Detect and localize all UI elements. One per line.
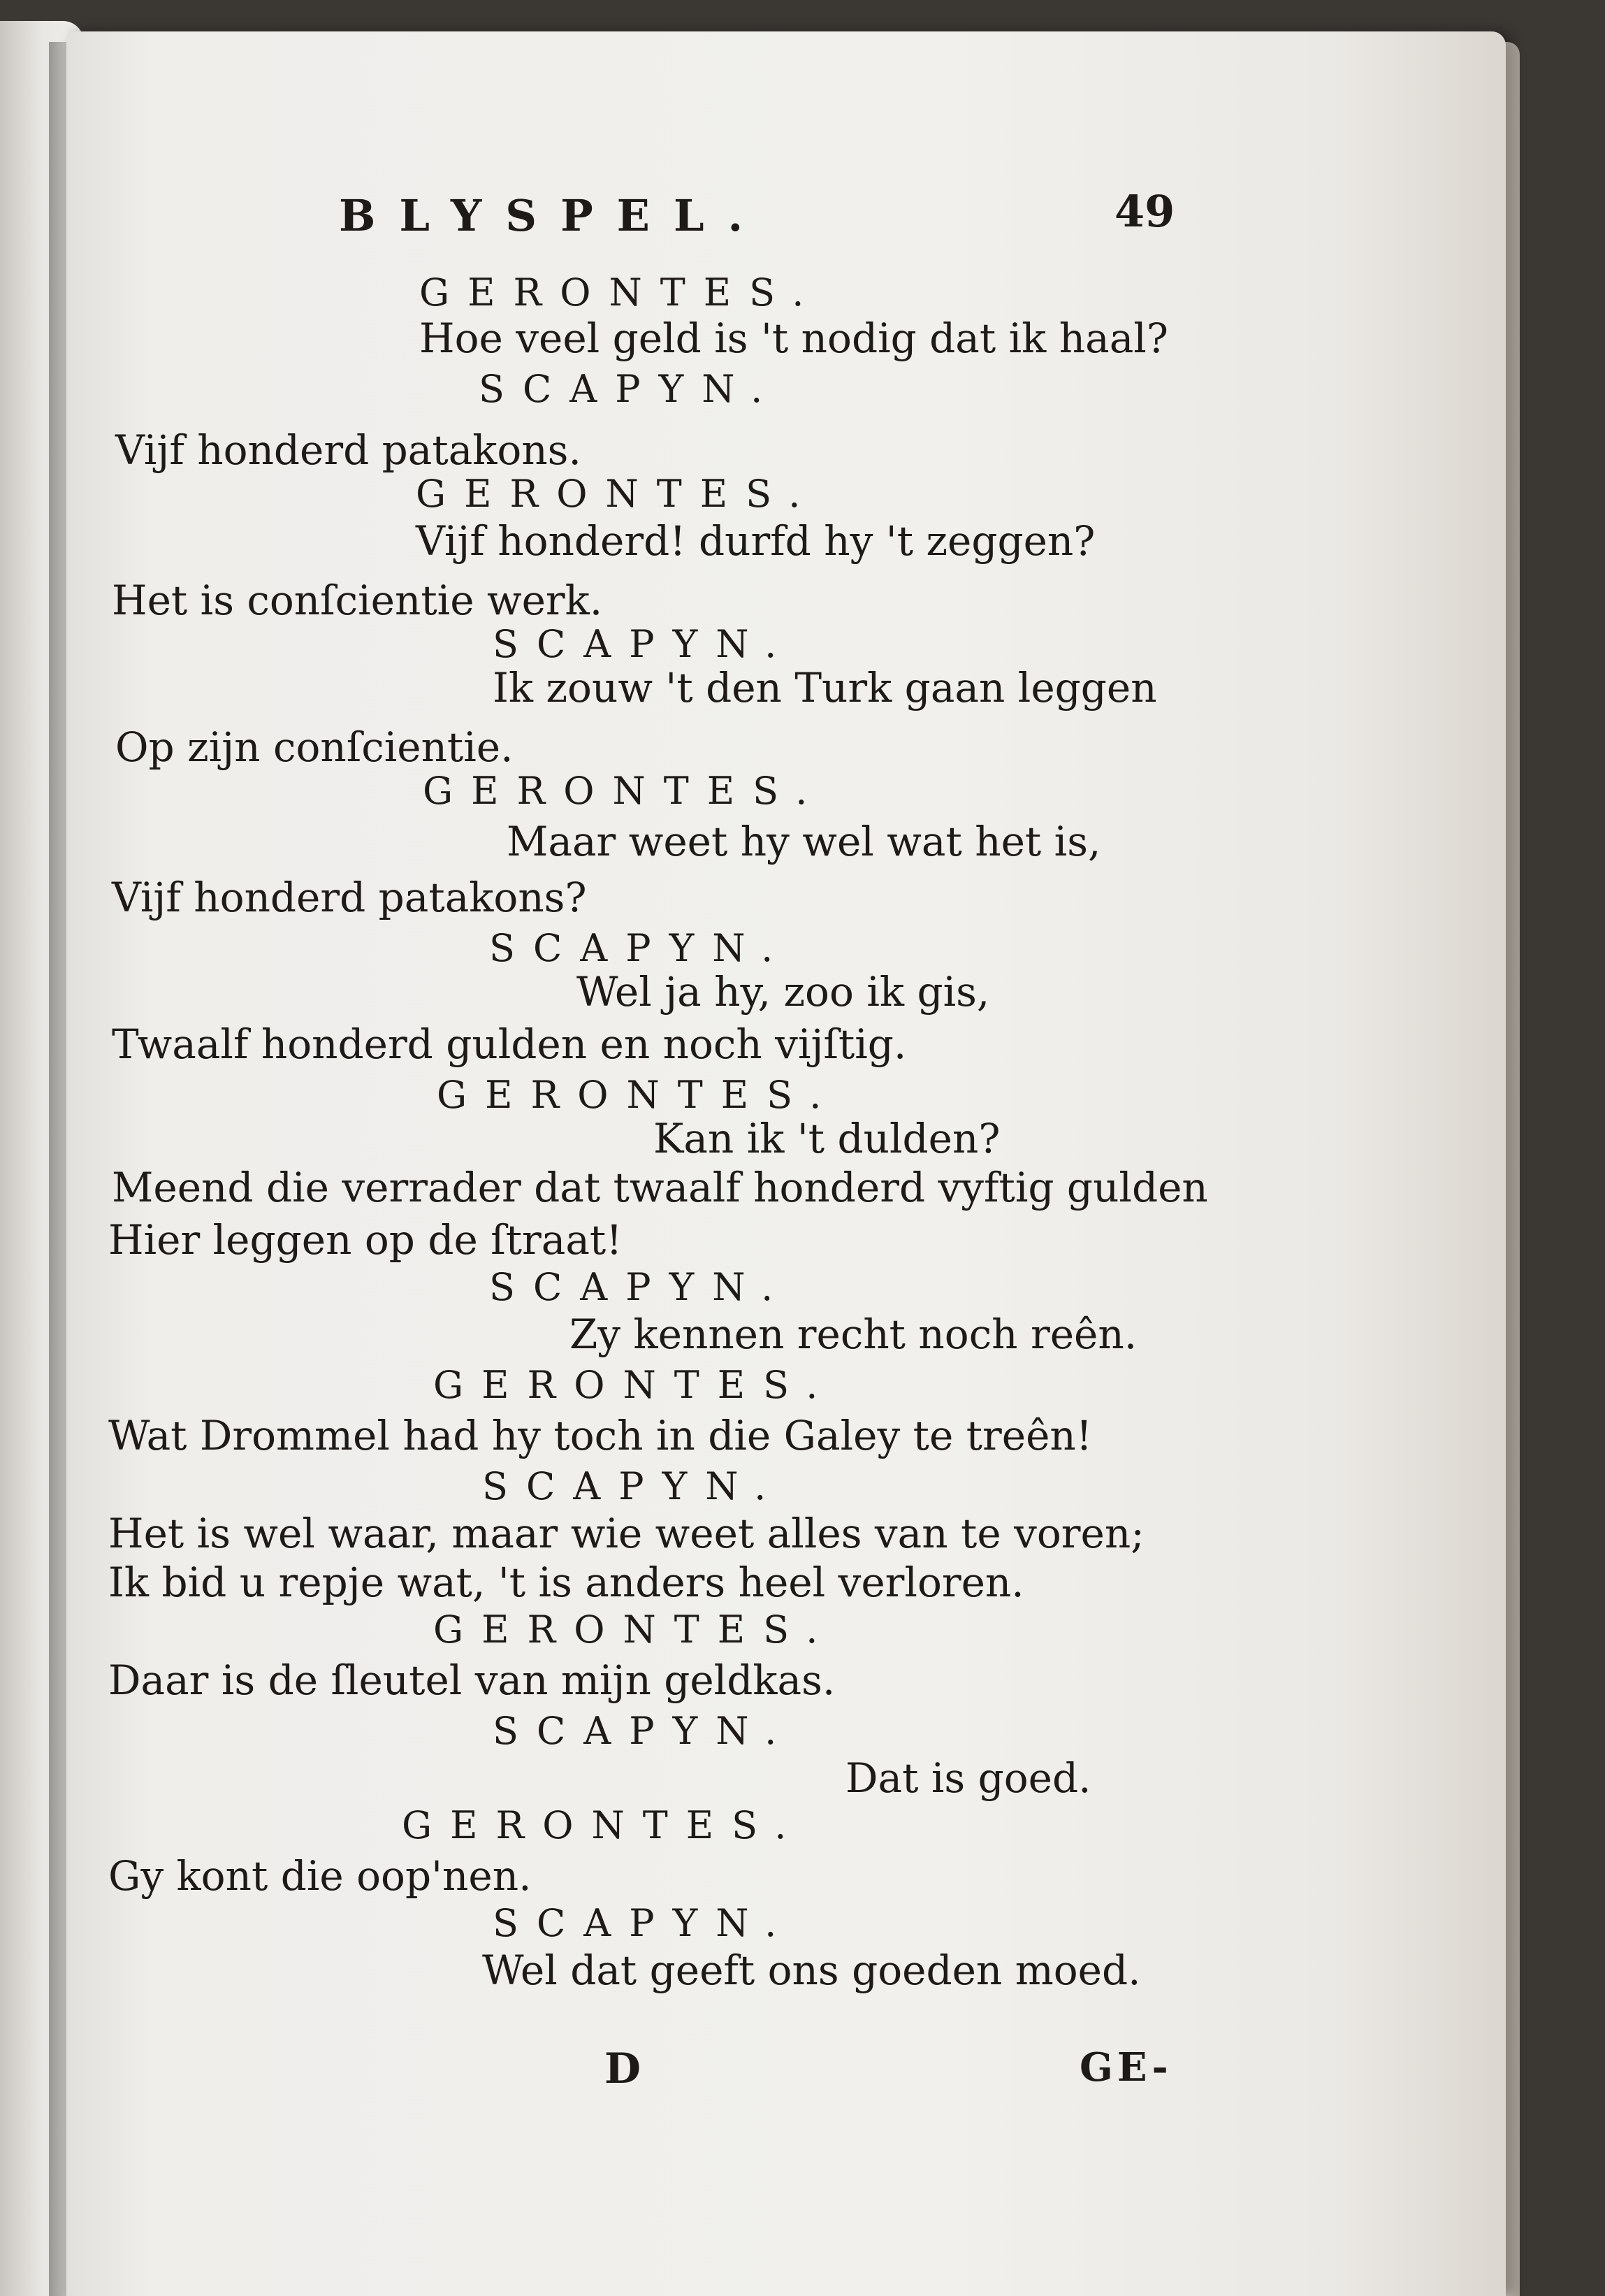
page-number: 49 [1114,186,1175,237]
speaker-heading: GERONTES. [419,270,822,315]
verse-line: Ik zouw 't den Turk gaan leggen [493,664,1157,712]
speaker-heading: SCAPYN. [489,1265,792,1309]
verse-line: Gy kont die oop'nen. [108,1852,532,1900]
verse-line: Vijf honderd patakons? [112,874,587,921]
verse-line: Hoe veel geld is 't nodig dat ik haal? [419,315,1168,362]
verse-line: Dat is goed. [845,1754,1091,1802]
signature-mark: D [604,2044,641,2093]
verse-line: Daar is de ſleutel van mijn geldkas. [108,1656,836,1704]
speaker-heading: GERONTES. [402,1803,805,1847]
verse-line: Kan ik 't dulden? [653,1115,1001,1162]
verse-line: Zy kennen recht noch reên. [569,1311,1138,1358]
speaker-heading: SCAPYN. [482,1464,785,1508]
speaker-heading: SCAPYN. [489,926,792,970]
verse-line: Het is wel waar, maar wie weet alles van te voren; [108,1510,1145,1557]
verse-line: Meend die verrader dat twaalf honderd vyftig gulden [112,1164,1208,1211]
verse-line: Op zijn conſcientie. [115,723,514,771]
speaker-heading: GERONTES. [437,1073,840,1117]
speaker-heading: SCAPYN. [493,1709,795,1753]
verse-line: Twaalf honderd gulden en noch vijſtig. [112,1020,907,1068]
catchword: GE- [1080,2044,1172,2091]
verse-line: Hier leggen op de ſtraat! [108,1216,623,1264]
running-head: BLYSPEL. [339,190,767,241]
verse-line: Vijf honderd patakons. [115,426,581,474]
speaker-heading: SCAPYN. [493,622,795,666]
verse-line: Wel ja hy, zoo ik gis, [576,968,990,1016]
speaker-heading: GERONTES. [423,769,826,813]
verse-line: Ik bid u repje wat, 't is anders heel verloren. [108,1559,1024,1606]
verse-line: Maar weet hy wel wat het is, [507,818,1101,865]
verse-line: Wat Drommel had hy toch in die Galey te treên! [108,1412,1093,1459]
speaker-heading: GERONTES. [416,472,819,516]
speaker-heading: GERONTES. [433,1608,836,1652]
speaker-heading: SCAPYN. [493,1901,795,1945]
speaker-heading: GERONTES. [433,1363,836,1407]
speaker-heading: SCAPYN. [479,367,781,411]
verse-line: Vijf honderd! durfd hy 't zeggen? [416,517,1096,565]
verse-line: Het is conſcientie werk. [112,577,603,624]
verse-line: Wel dat geeft ons goeden moed. [482,1947,1141,1994]
